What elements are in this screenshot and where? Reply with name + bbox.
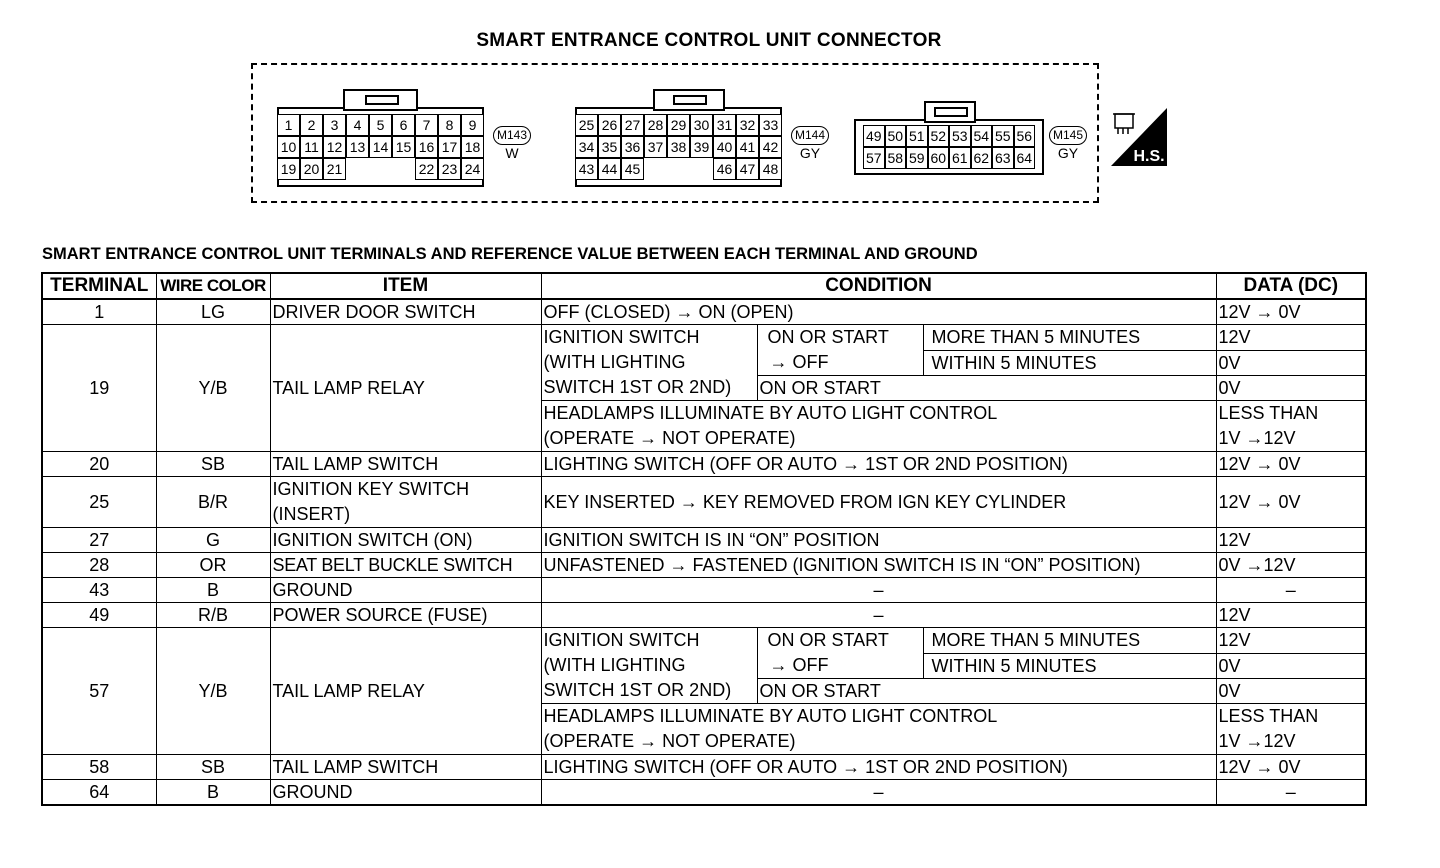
pin-16: 16	[415, 136, 438, 158]
data-cell: 12V → 0V	[1216, 452, 1366, 477]
item-line: (INSERT)	[272, 504, 351, 524]
pin-53: 53	[949, 125, 971, 147]
pin-10: 10	[277, 136, 300, 158]
pin-43: 43	[575, 158, 598, 180]
wire-color-cell: SB	[156, 452, 270, 477]
condition-line: ON OR START	[767, 327, 889, 347]
connector-number: M143	[493, 126, 531, 145]
pin-35: 35	[598, 136, 621, 158]
wire-color-cell: B/R	[156, 477, 270, 528]
pin-50: 50	[885, 125, 907, 147]
pin-45: 45	[621, 158, 644, 180]
pin-11: 11	[300, 136, 323, 158]
pin-9: 9	[461, 114, 484, 136]
condition-cell: LIGHTING SWITCH (OFF OR AUTO → 1ST OR 2ND POSITION)	[541, 452, 1216, 477]
pin-57: 57	[863, 147, 885, 169]
condition-cell	[757, 628, 923, 679]
wire-color-cell: Y/B	[156, 325, 270, 452]
condition-cell: UNFASTENED → FASTENED (IGNITION SWITCH IS IN “ON” POSITION)	[541, 553, 1216, 578]
item-cell: GROUND	[270, 780, 541, 806]
pin-8: 8	[438, 114, 461, 136]
pin-39: 39	[690, 136, 713, 158]
condition-cell	[541, 401, 1216, 452]
condition-cell: WITHIN 5 MINUTES	[923, 350, 1216, 376]
data-cell: 0V	[1216, 350, 1366, 376]
page-title: SMART ENTRANCE CONTROL UNIT CONNECTOR	[476, 30, 942, 51]
pin-54: 54	[971, 125, 993, 147]
terminal-cell: 49	[42, 603, 156, 628]
data-cell: 12V	[1216, 603, 1366, 628]
connector-color: GY	[1057, 145, 1079, 161]
pin-63: 63	[992, 147, 1014, 169]
table-row	[42, 603, 1366, 628]
pin-31: 31	[713, 114, 736, 136]
data-cell: 0V →12V	[1216, 553, 1366, 578]
data-cell: 0V	[1216, 679, 1366, 704]
terminal-cell: 28	[42, 553, 156, 578]
pin-60: 60	[928, 147, 950, 169]
pin-21: 21	[323, 158, 346, 180]
wire-color-cell: LG	[156, 299, 270, 325]
table-row	[42, 628, 1366, 654]
terminal-cell: 1	[42, 299, 156, 325]
item-cell: DRIVER DOOR SWITCH	[270, 299, 541, 325]
pin-46: 46	[713, 158, 736, 180]
pin-2: 2	[300, 114, 323, 136]
pin-22: 22	[415, 158, 438, 180]
pin-34: 34	[575, 136, 598, 158]
condition-cell	[757, 325, 923, 376]
condition-line: IGNITION SWITCH	[543, 630, 700, 650]
data-cell: 12V	[1216, 325, 1366, 351]
pin-56: 56	[1014, 125, 1036, 147]
condition-cell: ON OR START	[757, 679, 1216, 704]
condition-line: SWITCH 1ST OR 2ND)	[543, 377, 732, 397]
condition-line: (WITH LIGHTING	[543, 352, 686, 372]
table-row	[42, 452, 1366, 477]
condition-line: → OFF	[769, 655, 829, 675]
table-row	[42, 553, 1366, 578]
terminal-cell: 20	[42, 452, 156, 477]
pin-51: 51	[906, 125, 928, 147]
terminal-cell: 57	[42, 628, 156, 755]
connector-id-m143	[493, 126, 531, 161]
item-cell: TAIL LAMP RELAY	[270, 628, 541, 755]
connector-color: GY	[799, 145, 821, 161]
pin-18: 18	[461, 136, 484, 158]
condition-cell: KEY INSERTED → KEY REMOVED FROM IGN KEY CYLINDER	[541, 477, 1216, 528]
table-header	[42, 273, 1366, 299]
pin-48: 48	[759, 158, 782, 180]
pin-30: 30	[690, 114, 713, 136]
table-row	[42, 755, 1366, 780]
pin-25: 25	[575, 114, 598, 136]
pin-44: 44	[598, 158, 621, 180]
terminal-cell: 58	[42, 755, 156, 780]
condition-line: SWITCH 1ST OR 2ND)	[543, 680, 732, 700]
data-cell: 0V	[1216, 653, 1366, 679]
wire-color-cell: R/B	[156, 603, 270, 628]
hs-label: H.S.	[1133, 148, 1165, 165]
item-cell: TAIL LAMP SWITCH	[270, 452, 541, 477]
condition-line: (WITH LIGHTING	[543, 655, 686, 675]
connector-latch	[653, 89, 725, 111]
terminal-table	[41, 272, 1367, 806]
condition-cell	[541, 628, 757, 704]
table-subtitle: SMART ENTRANCE CONTROL UNIT TERMINALS AND REFERENCE VALUE BETWEEN EACH TERMINAL AND GROUND	[42, 245, 978, 263]
terminal-cell: 27	[42, 528, 156, 553]
condition-cell	[541, 704, 1216, 755]
table-row	[42, 477, 1366, 528]
data-cell: 0V	[1216, 376, 1366, 401]
pin-27: 27	[621, 114, 644, 136]
pin-24: 24	[461, 158, 484, 180]
wire-color-cell: Y/B	[156, 628, 270, 755]
data-cell: 12V → 0V	[1216, 477, 1366, 528]
pin-13: 13	[346, 136, 369, 158]
item-cell: GROUND	[270, 578, 541, 603]
condition-cell: MORE THAN 5 MINUTES	[923, 325, 1216, 351]
condition-line: (OPERATE → NOT OPERATE)	[543, 731, 796, 751]
condition-cell: IGNITION SWITCH IS IN “ON” POSITION	[541, 528, 1216, 553]
harness-side-icon	[1109, 106, 1167, 166]
pin-7: 7	[415, 114, 438, 136]
condition-cell: –	[541, 780, 1216, 806]
data-cell: –	[1216, 780, 1366, 806]
header-item: ITEM	[270, 273, 541, 299]
pin-4: 4	[346, 114, 369, 136]
terminal-cell: 43	[42, 578, 156, 603]
wire-color-cell: G	[156, 528, 270, 553]
pin-26: 26	[598, 114, 621, 136]
header-terminal: TERMINAL	[42, 273, 156, 299]
item-line: IGNITION KEY SWITCH	[272, 479, 470, 499]
connector-number: M145	[1049, 126, 1087, 145]
wire-color-cell: SB	[156, 755, 270, 780]
header-data: DATA (DC)	[1216, 273, 1366, 299]
data-cell: –	[1216, 578, 1366, 603]
pin-61: 61	[949, 147, 971, 169]
pin-23: 23	[438, 158, 461, 180]
pin-20: 20	[300, 158, 323, 180]
condition-line: ON OR START	[767, 630, 889, 650]
table-row	[42, 780, 1366, 806]
header-wire-color: WIRE COLOR	[156, 273, 270, 299]
condition-cell: LIGHTING SWITCH (OFF OR AUTO → 1ST OR 2ND POSITION)	[541, 755, 1216, 780]
condition-cell	[541, 325, 757, 401]
condition-cell: WITHIN 5 MINUTES	[923, 653, 1216, 679]
pin-55: 55	[992, 125, 1014, 147]
pin-40: 40	[713, 136, 736, 158]
data-line: LESS THAN	[1218, 706, 1319, 726]
item-cell	[270, 477, 541, 528]
connector-id-m145	[1049, 126, 1087, 161]
condition-cell: –	[541, 578, 1216, 603]
condition-line: IGNITION SWITCH	[543, 327, 700, 347]
connector-color: W	[505, 145, 519, 161]
item-cell: TAIL LAMP SWITCH	[270, 755, 541, 780]
item-cell: SEAT BELT BUCKLE SWITCH	[270, 553, 541, 578]
data-cell: 12V	[1216, 528, 1366, 553]
pin-36: 36	[621, 136, 644, 158]
pin-6: 6	[392, 114, 415, 136]
pin-59: 59	[906, 147, 928, 169]
pin-5: 5	[369, 114, 392, 136]
pin-52: 52	[928, 125, 950, 147]
connector-number: M144	[791, 126, 829, 145]
wire-color-cell: OR	[156, 553, 270, 578]
condition-line: (OPERATE → NOT OPERATE)	[543, 428, 796, 448]
data-line: 1V →12V	[1218, 428, 1296, 448]
pin-38: 38	[667, 136, 690, 158]
pin-12: 12	[323, 136, 346, 158]
connector-latch	[924, 101, 976, 123]
header-condition: CONDITION	[541, 273, 1216, 299]
data-cell: 12V	[1216, 628, 1366, 654]
condition-cell: OFF (CLOSED) → ON (OPEN)	[541, 299, 1216, 325]
condition-cell: MORE THAN 5 MINUTES	[923, 628, 1216, 654]
pin-15: 15	[392, 136, 415, 158]
pin-37: 37	[644, 136, 667, 158]
pin-62: 62	[971, 147, 993, 169]
data-cell	[1216, 401, 1366, 452]
terminal-cell: 64	[42, 780, 156, 806]
pin-17: 17	[438, 136, 461, 158]
pin-47: 47	[736, 158, 759, 180]
connector-latch	[343, 89, 418, 111]
table-row	[42, 325, 1366, 351]
pin-14: 14	[369, 136, 392, 158]
condition-line: → OFF	[769, 352, 829, 372]
pin-3: 3	[323, 114, 346, 136]
pin-28: 28	[644, 114, 667, 136]
wire-color-cell: B	[156, 578, 270, 603]
connector-id-m144	[791, 126, 829, 161]
pin-19: 19	[277, 158, 300, 180]
table-row	[42, 528, 1366, 553]
data-cell	[1216, 704, 1366, 755]
item-cell: POWER SOURCE (FUSE)	[270, 603, 541, 628]
data-cell: 12V → 0V	[1216, 299, 1366, 325]
data-cell: 12V → 0V	[1216, 755, 1366, 780]
condition-cell: ON OR START	[757, 376, 1216, 401]
table-row	[42, 578, 1366, 603]
wire-color-cell: B	[156, 780, 270, 806]
pin-58: 58	[885, 147, 907, 169]
pin-29: 29	[667, 114, 690, 136]
condition-cell: –	[541, 603, 1216, 628]
pin-64: 64	[1014, 147, 1036, 169]
pin-1: 1	[277, 114, 300, 136]
pin-49: 49	[863, 125, 885, 147]
pin-33: 33	[759, 114, 782, 136]
data-line: LESS THAN	[1218, 403, 1319, 423]
pin-41: 41	[736, 136, 759, 158]
data-line: 1V →12V	[1218, 731, 1296, 751]
connector-diagram	[251, 63, 1099, 203]
condition-line: HEADLAMPS ILLUMINATE BY AUTO LIGHT CONTROL	[543, 706, 998, 726]
terminal-cell: 25	[42, 477, 156, 528]
pin-32: 32	[736, 114, 759, 136]
pin-42: 42	[759, 136, 782, 158]
condition-line: HEADLAMPS ILLUMINATE BY AUTO LIGHT CONTROL	[543, 403, 998, 423]
table-row	[42, 299, 1366, 325]
item-cell: TAIL LAMP RELAY	[270, 325, 541, 452]
terminal-cell: 19	[42, 325, 156, 452]
item-cell: IGNITION SWITCH (ON)	[270, 528, 541, 553]
